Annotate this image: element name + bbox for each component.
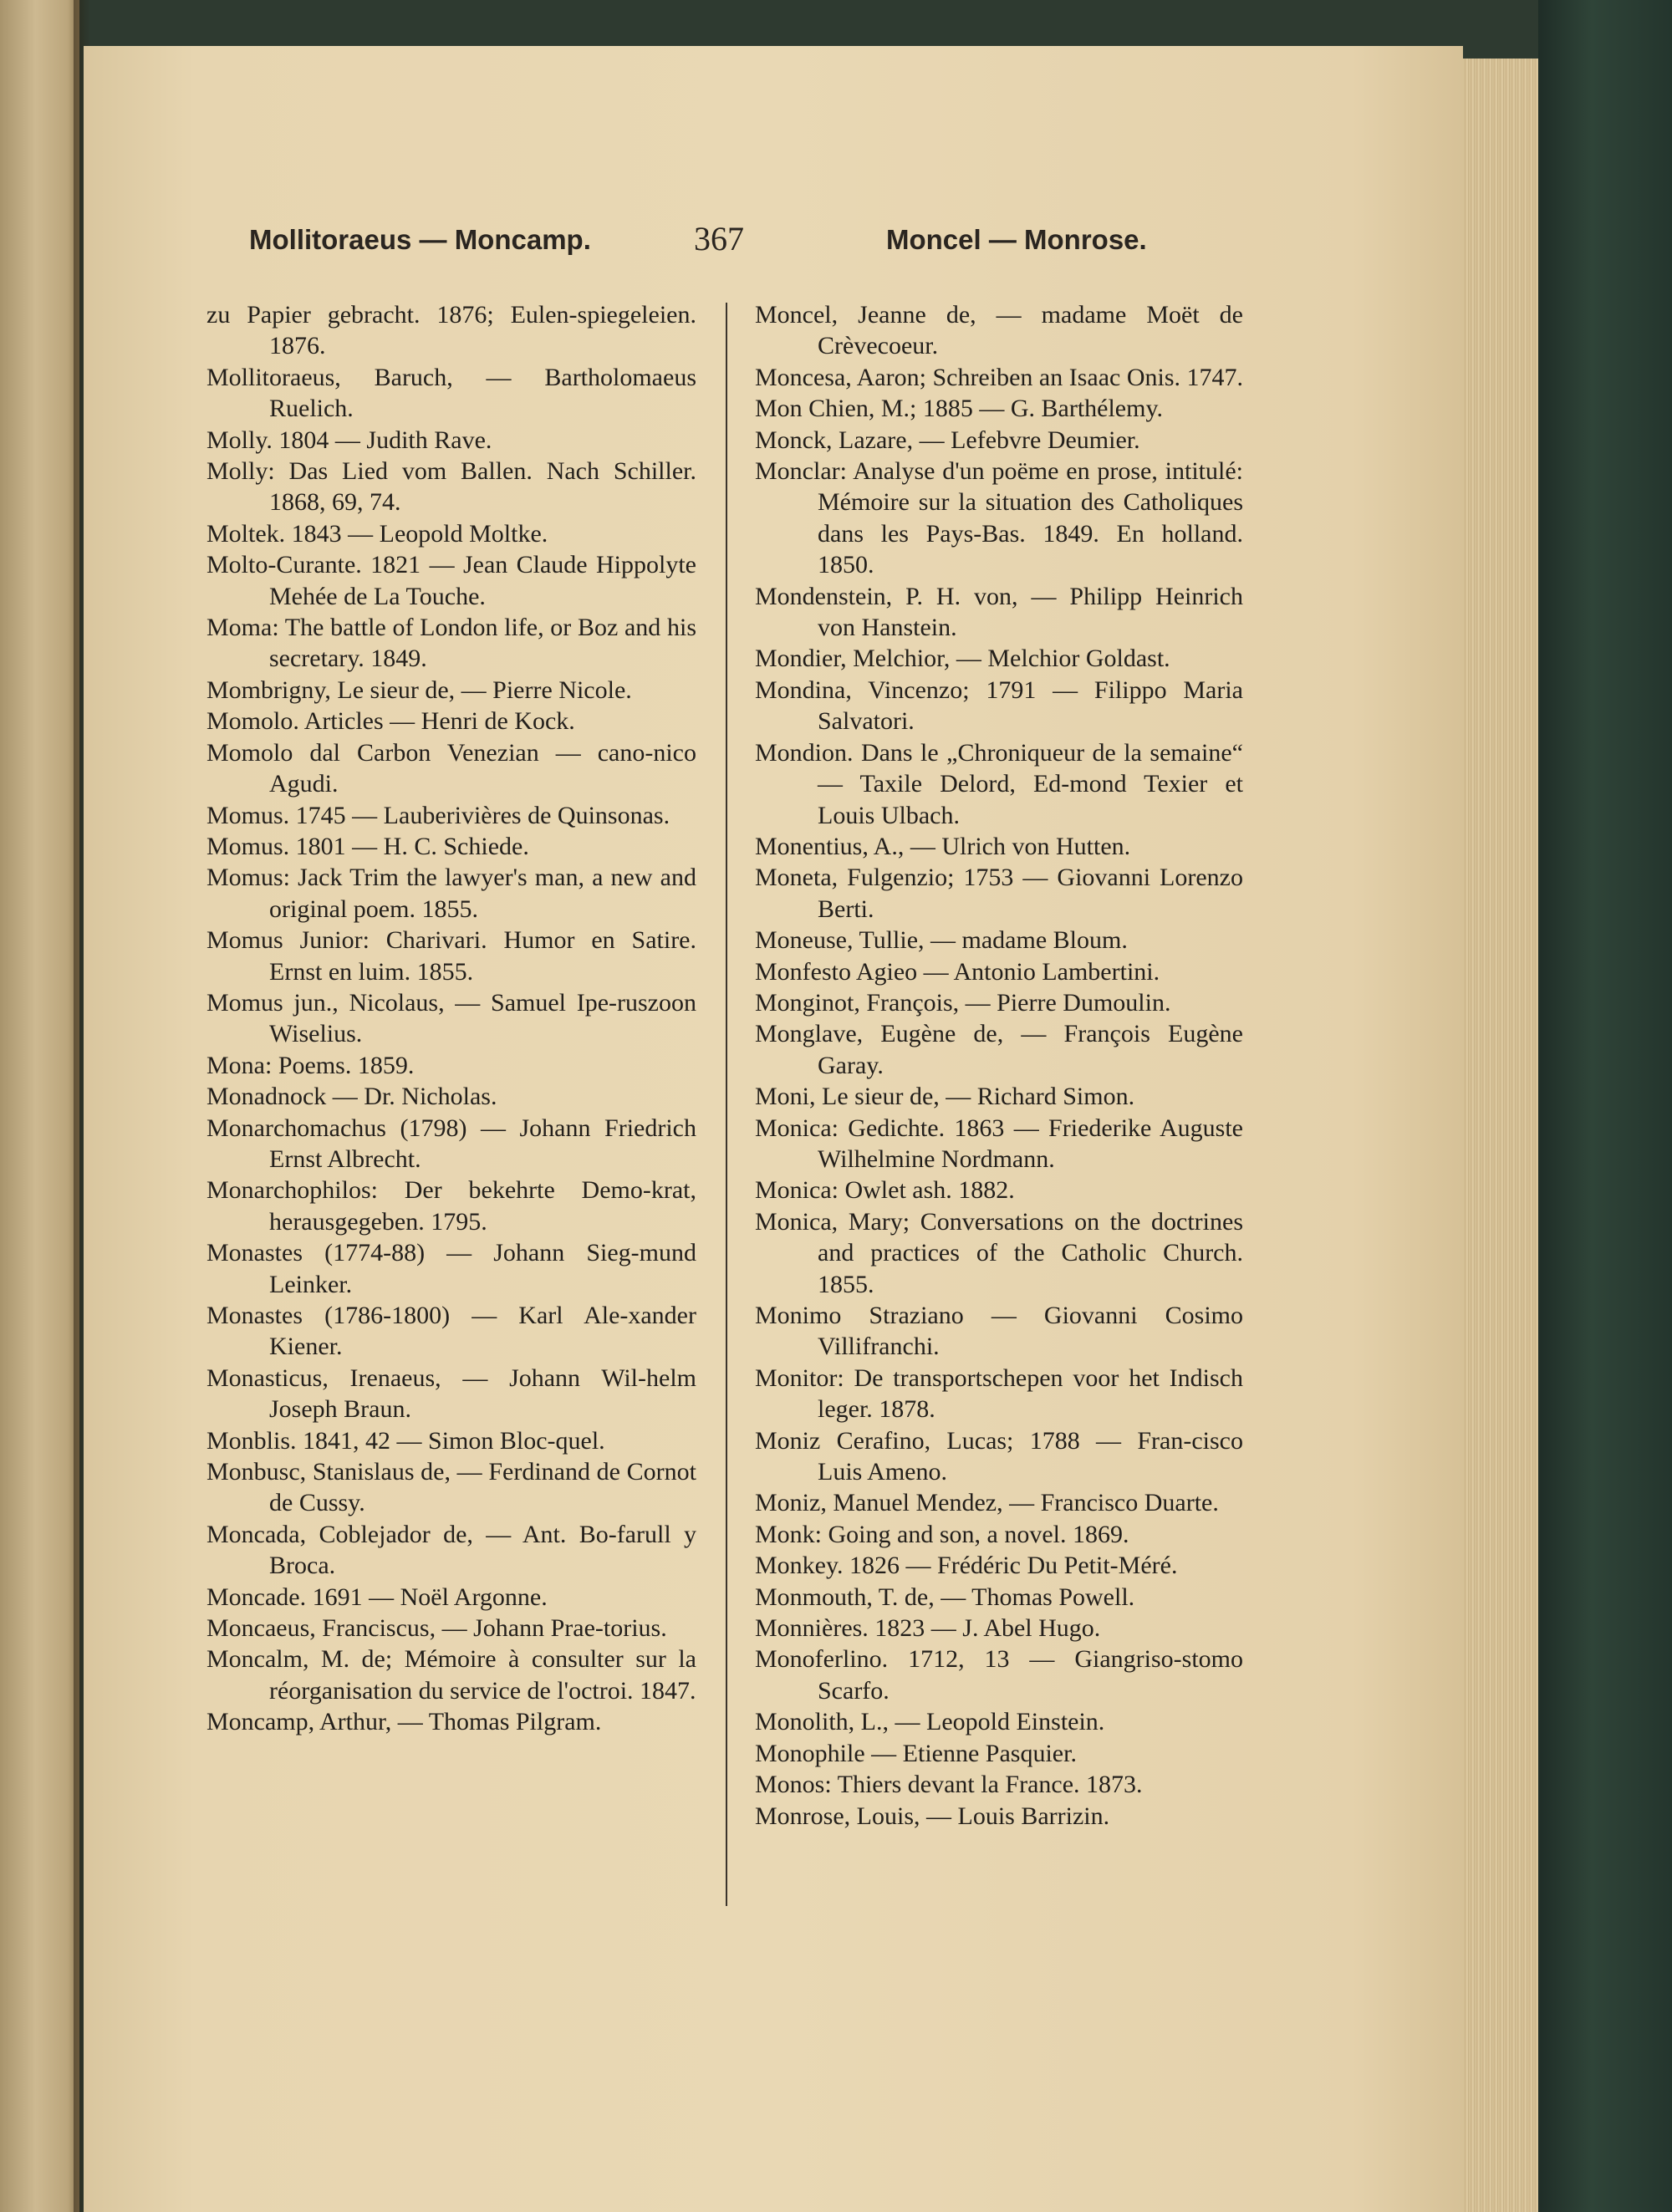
index-entry: Moltek. 1843 — Leopold Moltke. (206, 519, 548, 548)
index-entry: Molly. 1804 — Judith Rave. (206, 426, 492, 454)
index-entry: Monarchomachus (1798) — Johann Friedrich Ernst Albrecht. (206, 1114, 696, 1173)
page-number: 367 (694, 220, 744, 257)
book-cover (1538, 0, 1672, 2212)
index-entry: Mondenstein, P. H. von, — Philipp Heinrich von Hanstein. (755, 582, 1243, 642)
index-entry: Mondier, Melchior, — Melchior Goldast. (755, 645, 1170, 673)
index-entry: Mondion. Dans le „Chroniqueur de la semaine“ — Taxile Delord, Ed-mond Texier et Louis Ulbach. (755, 738, 1243, 829)
index-entry: Monentius, A., — Ulrich von Hutten. (755, 832, 1131, 860)
index-entry: Monglave, Eugène de, — François Eugène Garay. (755, 1020, 1243, 1079)
page-edges (1463, 59, 1538, 2212)
index-entry: Monophile — Etienne Pasquier. (755, 1739, 1077, 1767)
index-entry: Moncalm, M. de; Mémoire à consulter sur la réorganisation du service de l'octroi. 1847. (206, 1645, 696, 1705)
index-entry: Monimo Straziano — Giovanni Cosimo Villifranchi. (755, 1302, 1243, 1361)
index-entry: Molly: Das Lied vom Ballen. Nach Schiller. 1868, 69, 74. (206, 457, 696, 517)
index-entry: Monastes (1786-1800) — Karl Ale-xander Kiener. (206, 1302, 696, 1361)
index-entry: Monkey. 1826 — Frédéric Du Petit-Méré. (755, 1552, 1178, 1580)
index-entry: Moncamp, Arthur, — Thomas Pilgram. (206, 1708, 602, 1736)
index-entry: Momolo. Articles — Henri de Kock. (206, 707, 575, 736)
running-head-left: Mollitoraeus — Moncamp. (249, 224, 591, 255)
index-entry: Monk: Going and son, a novel. 1869. (755, 1520, 1129, 1548)
index-entry: Moncada, Coblejador de, — Ant. Bo-farull y Broca. (206, 1520, 696, 1580)
index-entry: Monica: Owlet ash. 1882. (755, 1176, 1015, 1205)
index-entry: Monadnock — Dr. Nicholas. (206, 1083, 497, 1111)
index-entry: Momus. 1801 — H. C. Schiede. (206, 832, 529, 860)
index-entry: zu Papier gebracht. 1876; Eulen-spiegeleien. 1876. (206, 301, 696, 360)
index-entry: Mona: Poems. 1859. (206, 1051, 415, 1079)
index-entry: Monoferlino. 1712, 13 — Giangriso-stomo Scarfo. (755, 1645, 1243, 1705)
index-entry: Moneuse, Tullie, — madame Bloum. (755, 926, 1128, 955)
index-entry: Moncesa, Aaron; Schreiben an Isaac Onis. 1747. (755, 363, 1244, 391)
index-entry: Monica: Gedichte. 1863 — Friederike Auguste Wilhelmine Nordmann. (755, 1114, 1243, 1173)
index-entry: Monitor: De transportschepen voor het Indisch leger. 1878. (755, 1363, 1243, 1424)
index-entry: Moncade. 1691 — Noël Argonne. (206, 1583, 548, 1611)
index-entry: Momus: Jack Trim the lawyer's man, a new and original poem. 1855. (206, 864, 696, 923)
index-entry: Momus Junior: Charivari. Humor en Satire. Ernst en luim. 1855. (206, 926, 696, 986)
running-head-right: Moncel — Monrose. (886, 224, 1147, 255)
index-entry: Momolo dal Carbon Venezian — cano-nico Agudi. (206, 738, 696, 798)
left-column (206, 299, 696, 1738)
facing-page-edge (0, 0, 79, 2212)
index-entry: Monastes (1774-88) — Johann Sieg-mund Leinker. (206, 1239, 696, 1298)
index-entry: Moma: The battle of London life, or Boz and his secretary. 1849. (206, 614, 696, 673)
index-entry: Monfesto Agieo — Antonio Lambertini. (755, 957, 1160, 986)
index-entry: Monos: Thiers devant la France. 1873. (755, 1771, 1143, 1799)
index-entry: Momus jun., Nicolaus, — Samuel Ipe-ruszoon Wiselius. (206, 988, 696, 1048)
index-entry: Monclar: Analyse d'un poëme en prose, intitulé: Mémoire sur la situation des Catholiques dans les Pays-Bas. 1849. En holland. 1850. (755, 457, 1243, 579)
index-entry: Monblis. 1841, 42 — Simon Bloc-quel. (206, 1426, 605, 1455)
index-entry: Monck, Lazare, — Lefebvre Deumier. (755, 426, 1140, 454)
index-entry: Monmouth, T. de, — Thomas Powell. (755, 1583, 1135, 1611)
index-entry: Moncel, Jeanne de, — madame Moët de Crèvecoeur. (755, 301, 1243, 360)
index-entry: Moncaeus, Franciscus, — Johann Prae-torius. (206, 1614, 667, 1643)
index-entry: Monginot, François, — Pierre Dumoulin. (755, 988, 1171, 1017)
index-entry: Monasticus, Irenaeus, — Johann Wil-helm Joseph Braun. (206, 1363, 696, 1424)
index-entry: Mon Chien, M.; 1885 — G. Barthélemy. (755, 395, 1164, 423)
index-entry: Moneta, Fulgenzio; 1753 — Giovanni Lorenzo Berti. (755, 864, 1243, 923)
right-column (755, 299, 1243, 1832)
index-entry: Mollitoraeus, Baruch, — Bartholomaeus Ruelich. (206, 363, 696, 423)
column-divider (726, 303, 727, 1906)
index-entry: Mombrigny, Le sieur de, — Pierre Nicole. (206, 675, 632, 704)
index-entry: Moni, Le sieur de, — Richard Simon. (755, 1083, 1135, 1111)
index-entry: Monarchophilos: Der bekehrte Demo-krat, herausgegeben. 1795. (206, 1176, 696, 1236)
index-entry: Monbusc, Stanislaus de, — Ferdinand de Cornot de Cussy. (206, 1458, 696, 1517)
index-entry: Monica, Mary; Conversations on the doctrines and practices of the Catholic Church. 1855. (755, 1207, 1243, 1298)
index-entry: Molto-Curante. 1821 — Jean Claude Hippolyte Mehée de La Touche. (206, 551, 696, 610)
index-entry: Momus. 1745 — Lauberivières de Quinsonas. (206, 801, 670, 829)
index-entry: Mondina, Vincenzo; 1791 — Filippo Maria Salvatori. (755, 675, 1243, 736)
index-entry: Monolith, L., — Leopold Einstein. (755, 1708, 1105, 1736)
index-entry: Moniz, Manuel Mendez, — Francisco Duarte. (755, 1489, 1219, 1517)
index-entry: Monrose, Louis, — Louis Barrizin. (755, 1802, 1110, 1830)
index-entry: Moniz Cerafino, Lucas; 1788 — Fran-cisco Luis Ameno. (755, 1426, 1243, 1486)
index-entry: Monnières. 1823 — J. Abel Hugo. (755, 1614, 1101, 1643)
